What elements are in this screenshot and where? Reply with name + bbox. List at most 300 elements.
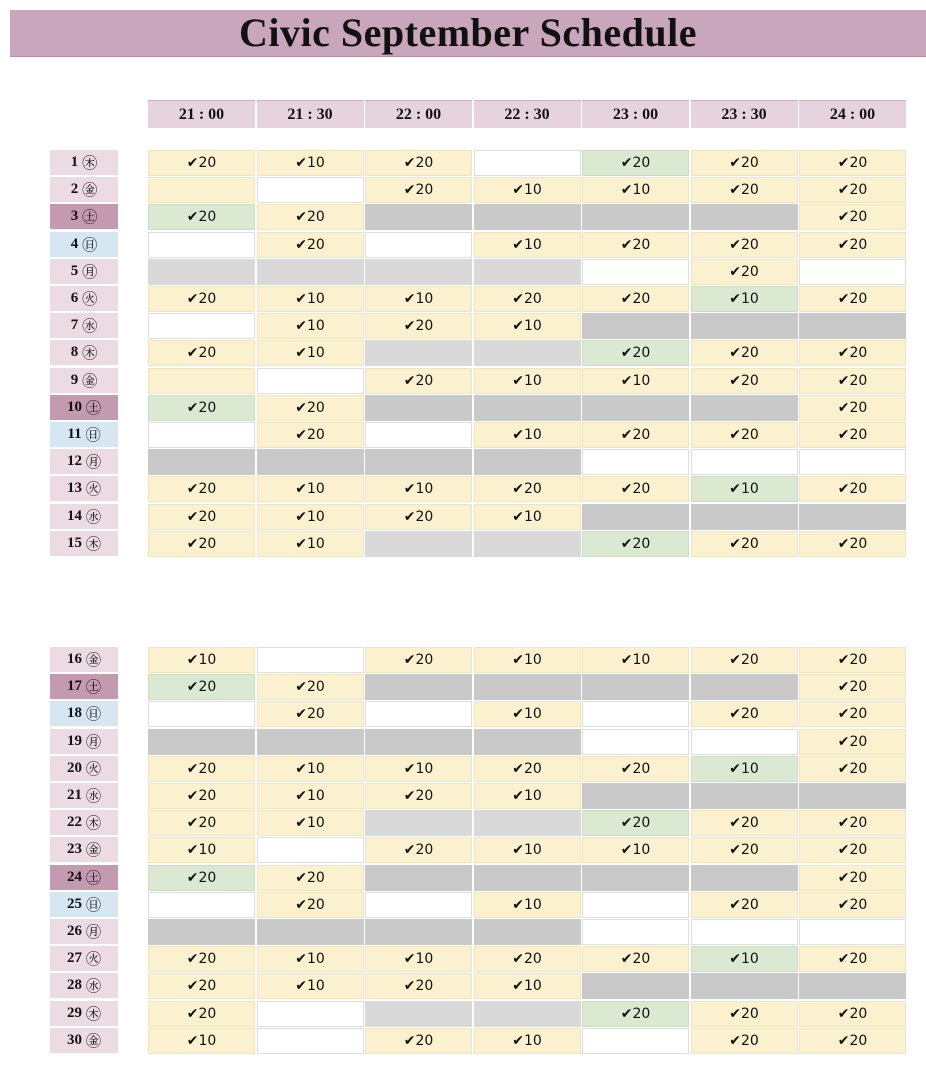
time-slot-cell xyxy=(257,1028,364,1054)
schedule-row xyxy=(0,647,926,673)
weekday-symbol: ㊋ xyxy=(85,761,101,778)
time-slot-cell xyxy=(582,729,689,755)
time-slot-cell: ✔20 xyxy=(799,177,906,203)
schedule-row xyxy=(0,259,926,285)
time-slot-cell xyxy=(365,232,472,258)
slot-cells xyxy=(148,783,908,809)
time-slot-cell: ✔10 xyxy=(474,368,581,394)
weekday-symbol: ㊎ xyxy=(85,1033,101,1050)
time-slot-cell xyxy=(691,973,798,999)
time-slot-cell: ✔20 xyxy=(691,837,798,863)
slot-cells xyxy=(148,892,908,918)
slot-cells xyxy=(148,476,908,502)
day-label xyxy=(50,340,118,366)
time-slot-cell xyxy=(474,531,581,557)
time-slot-cell: ✔20 xyxy=(799,1028,906,1054)
time-slot-cell: ✔10 xyxy=(582,368,689,394)
day-number: 11 xyxy=(67,426,82,442)
schedule-row xyxy=(0,232,926,258)
time-slot-cell xyxy=(365,1001,472,1027)
time-header-2200: 22 : 00 xyxy=(365,100,472,128)
weekday-symbol: ㊊ xyxy=(85,925,101,941)
schedule-row xyxy=(0,701,926,727)
schedule-row xyxy=(0,449,926,475)
time-slot-cell: ✔20 xyxy=(799,395,906,421)
slot-cells xyxy=(148,701,908,727)
time-slot-cell: ✔10 xyxy=(365,286,472,312)
schedule-row xyxy=(0,504,926,530)
time-header-2300: 23 : 00 xyxy=(582,100,689,128)
time-slot-cell: ✔20 xyxy=(148,946,255,972)
time-slot-cell: ✔20 xyxy=(257,892,364,918)
time-slot-cell: ✔20 xyxy=(148,674,255,700)
day-number: 14 xyxy=(66,507,82,524)
time-slot-cell xyxy=(474,150,581,176)
time-slot-cell: ✔20 xyxy=(691,340,798,366)
weekday-symbol: ㊊ xyxy=(85,734,101,751)
time-slot-cell xyxy=(474,340,581,366)
weekday-symbol: ㊏ xyxy=(82,210,98,227)
schedule-row xyxy=(0,368,926,394)
time-slot-cell: ✔20 xyxy=(582,531,689,557)
time-slot-cell xyxy=(691,729,798,755)
time-slot-cell: ✔20 xyxy=(691,647,798,673)
day-label xyxy=(50,286,118,312)
time-slot-cell xyxy=(365,422,472,448)
time-slot-cell xyxy=(257,729,364,755)
day-label xyxy=(50,865,118,891)
time-slot-cell xyxy=(691,504,798,530)
time-slot-cell: ✔20 xyxy=(474,756,581,782)
weekday-symbol: ㊏ xyxy=(85,680,101,697)
time-slot-cell: ✔10 xyxy=(691,946,798,972)
schedule-row xyxy=(0,476,926,502)
time-slot-cell: ✔20 xyxy=(365,647,472,673)
time-slot-cell: ✔20 xyxy=(148,204,255,230)
time-slot-cell: ✔10 xyxy=(257,150,364,176)
day-number: 5 xyxy=(70,262,79,279)
weekday-symbol: ㊍ xyxy=(85,816,101,833)
time-header-2130: 21 : 30 xyxy=(257,100,364,128)
day-number: 29 xyxy=(66,1004,82,1021)
day-number: 4 xyxy=(70,235,79,252)
time-slot-cell xyxy=(365,919,472,945)
time-slot-cell xyxy=(474,810,581,836)
time-slot-cell xyxy=(365,259,472,285)
time-slot-cell xyxy=(799,783,906,809)
time-slot-cell xyxy=(148,313,255,339)
day-number: 7 xyxy=(70,317,79,334)
day-label xyxy=(50,150,118,176)
time-slot-cell xyxy=(799,973,906,999)
schedule-row xyxy=(0,892,926,918)
time-slot-cell: ✔20 xyxy=(257,674,364,700)
day-label xyxy=(50,177,118,203)
schedule-row xyxy=(0,973,926,999)
time-slot-cell: ✔20 xyxy=(148,531,255,557)
schedule-row xyxy=(0,1028,926,1054)
time-slot-cell: ✔20 xyxy=(365,368,472,394)
weekday-symbol: ㊎ xyxy=(85,653,101,669)
time-slot-cell: ✔20 xyxy=(799,837,906,863)
schedule-row xyxy=(0,810,926,836)
day-label xyxy=(50,259,118,285)
time-slot-cell xyxy=(582,973,689,999)
schedule-row xyxy=(0,946,926,972)
slot-cells xyxy=(148,422,908,448)
time-slot-cell xyxy=(148,729,255,755)
day-number: 6 xyxy=(70,290,79,306)
day-number: 10 xyxy=(66,398,82,415)
schedule-row xyxy=(0,531,926,557)
time-slot-cell: ✔10 xyxy=(474,232,581,258)
time-slot-cell: ✔20 xyxy=(365,504,472,530)
time-slot-cell: ✔10 xyxy=(257,531,364,557)
slot-cells xyxy=(148,204,908,230)
weekday-symbol: ㊎ xyxy=(82,183,98,200)
time-slot-cell xyxy=(582,204,689,230)
day-label xyxy=(50,368,118,394)
time-slot-cell xyxy=(148,368,255,394)
time-slot-cell: ✔20 xyxy=(365,837,472,863)
slot-cells xyxy=(148,837,908,863)
day-label xyxy=(50,531,118,557)
time-slot-cell: ✔20 xyxy=(799,674,906,700)
day-label xyxy=(50,973,118,999)
time-slot-cell xyxy=(257,259,364,285)
time-slot-cell xyxy=(257,177,364,203)
day-number: 8 xyxy=(70,344,79,361)
time-slot-cell xyxy=(365,810,472,836)
time-slot-cell xyxy=(582,919,689,945)
time-slot-cell xyxy=(691,204,798,230)
time-slot-cell: ✔10 xyxy=(257,313,364,339)
time-header-2100: 21 : 00 xyxy=(148,100,255,128)
time-slot-cell: ✔10 xyxy=(474,177,581,203)
slot-cells xyxy=(148,368,908,394)
slot-cells xyxy=(148,1028,908,1054)
day-number: 19 xyxy=(66,732,82,749)
time-slot-cell: ✔20 xyxy=(799,647,906,673)
day-number: 20 xyxy=(66,759,82,776)
time-slot-cell: ✔20 xyxy=(582,756,689,782)
slot-cells xyxy=(148,504,908,530)
day-number: 3 xyxy=(70,208,79,225)
day-label xyxy=(50,476,118,502)
day-number: 12 xyxy=(66,453,82,470)
time-slot-cell: ✔20 xyxy=(148,395,255,421)
time-slot-cell xyxy=(582,1028,689,1054)
time-slot-cell xyxy=(582,313,689,339)
time-slot-cell xyxy=(582,892,689,918)
time-slot-cell: ✔20 xyxy=(582,232,689,258)
time-slot-cell: ✔20 xyxy=(799,946,906,972)
day-number: 21 xyxy=(66,787,82,803)
time-slot-cell: ✔20 xyxy=(148,783,255,809)
time-slot-cell xyxy=(148,701,255,727)
time-slot-cell xyxy=(474,204,581,230)
weekday-symbol: ㊊ xyxy=(82,264,98,281)
weekday-symbol: ㊐ xyxy=(85,707,101,724)
weekday-symbol: ㊏ xyxy=(85,400,101,417)
schedule-row xyxy=(0,204,926,230)
time-slot-cell xyxy=(799,504,906,530)
schedule-row xyxy=(0,286,926,312)
time-slot-cell: ✔20 xyxy=(691,368,798,394)
time-slot-cell xyxy=(257,837,364,863)
time-slot-cell: ✔10 xyxy=(582,837,689,863)
weekday-symbol: ㊊ xyxy=(85,455,101,472)
time-slot-cell: ✔20 xyxy=(799,340,906,366)
time-slot-cell: ✔20 xyxy=(148,150,255,176)
time-slot-cell: ✔10 xyxy=(474,647,581,673)
time-slot-cell: ✔10 xyxy=(474,313,581,339)
time-slot-cell: ✔10 xyxy=(257,340,364,366)
time-slot-cell xyxy=(257,919,364,945)
time-slot-cell: ✔20 xyxy=(691,701,798,727)
time-slot-cell: ✔20 xyxy=(582,150,689,176)
time-slot-cell: ✔10 xyxy=(474,422,581,448)
day-label xyxy=(50,783,118,809)
time-slot-cell xyxy=(691,449,798,475)
time-slot-cell: ✔20 xyxy=(691,1028,798,1054)
weekday-symbol: ㊐ xyxy=(85,897,101,914)
day-label xyxy=(50,837,118,863)
time-slot-cell xyxy=(691,395,798,421)
time-slot-cell xyxy=(148,892,255,918)
time-slot-cell: ✔20 xyxy=(691,1001,798,1027)
slot-cells xyxy=(148,674,908,700)
time-slot-cell: ✔10 xyxy=(474,504,581,530)
day-label xyxy=(50,756,118,782)
time-slot-cell: ✔10 xyxy=(365,946,472,972)
time-slot-cell: ✔10 xyxy=(257,783,364,809)
weekday-symbol: ㊌ xyxy=(82,319,98,336)
time-slot-cell: ✔20 xyxy=(582,1001,689,1027)
time-slot-cell: ✔10 xyxy=(582,647,689,673)
day-label xyxy=(50,946,118,972)
time-slot-cell xyxy=(474,674,581,700)
time-slot-cell: ✔20 xyxy=(365,177,472,203)
slot-cells xyxy=(148,395,908,421)
time-slot-cell: ✔20 xyxy=(148,810,255,836)
time-slot-cell xyxy=(582,674,689,700)
time-slot-cell xyxy=(365,729,472,755)
weekday-symbol: ㊐ xyxy=(82,237,98,254)
time-slot-cell: ✔20 xyxy=(799,150,906,176)
time-slot-cell: ✔10 xyxy=(582,177,689,203)
day-label xyxy=(50,232,118,258)
time-slot-cell: ✔20 xyxy=(148,476,255,502)
time-slot-cell: ✔20 xyxy=(799,892,906,918)
time-slot-cell: ✔10 xyxy=(474,701,581,727)
schedule-row xyxy=(0,865,926,891)
time-slot-cell xyxy=(691,313,798,339)
schedule-row xyxy=(0,422,926,448)
page-title: Civic September Schedule xyxy=(239,10,697,55)
slot-cells xyxy=(148,259,908,285)
day-number: 18 xyxy=(66,705,82,722)
time-slot-cell: ✔10 xyxy=(257,476,364,502)
slot-cells xyxy=(148,340,908,366)
time-slot-cell: ✔20 xyxy=(691,259,798,285)
time-slot-cell xyxy=(474,919,581,945)
schedule-row xyxy=(0,177,926,203)
time-slot-cell: ✔20 xyxy=(799,756,906,782)
weekday-symbol: ㊎ xyxy=(82,373,98,390)
slot-cells xyxy=(148,449,908,475)
time-slot-cell xyxy=(691,865,798,891)
time-slot-cell: ✔20 xyxy=(799,232,906,258)
time-slot-cell: ✔20 xyxy=(799,204,906,230)
time-header-2330: 23 : 30 xyxy=(691,100,798,128)
time-slot-cell: ✔20 xyxy=(691,892,798,918)
day-label xyxy=(50,810,118,836)
day-number: 13 xyxy=(66,480,82,497)
day-number: 25 xyxy=(66,895,82,912)
time-slot-cell xyxy=(474,395,581,421)
schedule-row xyxy=(0,150,926,176)
time-slot-cell: ✔10 xyxy=(257,946,364,972)
time-slot-cell: ✔20 xyxy=(257,395,364,421)
time-slot-cell: ✔20 xyxy=(474,476,581,502)
slot-cells xyxy=(148,1001,908,1027)
time-slot-cell: ✔20 xyxy=(148,1001,255,1027)
time-slot-cell: ✔20 xyxy=(691,422,798,448)
time-slot-cell: ✔20 xyxy=(582,810,689,836)
time-slot-cell: ✔20 xyxy=(799,865,906,891)
time-slot-cell: ✔20 xyxy=(365,973,472,999)
time-slot-cell xyxy=(474,1001,581,1027)
time-slot-cell xyxy=(365,865,472,891)
time-slot-cell: ✔20 xyxy=(257,204,364,230)
time-slot-cell xyxy=(148,259,255,285)
time-slot-cell: ✔20 xyxy=(257,701,364,727)
time-slot-cell: ✔10 xyxy=(148,1028,255,1054)
slot-cells xyxy=(148,150,908,176)
weekday-symbol: ㊍ xyxy=(82,156,98,172)
time-slot-cell xyxy=(582,395,689,421)
schedule-row xyxy=(0,395,926,421)
time-slot-cell: ✔20 xyxy=(365,783,472,809)
time-slot-cell: ✔10 xyxy=(257,810,364,836)
day-label xyxy=(50,204,118,230)
title-bar xyxy=(10,10,926,57)
slot-cells xyxy=(148,756,908,782)
weekday-symbol: ㊌ xyxy=(85,509,101,526)
time-slot-cell xyxy=(148,232,255,258)
slot-cells xyxy=(148,313,908,339)
time-slot-cell: ✔20 xyxy=(799,810,906,836)
time-slot-cell xyxy=(799,449,906,475)
schedule-row xyxy=(0,1001,926,1027)
time-slot-cell xyxy=(582,865,689,891)
time-slot-cell xyxy=(365,449,472,475)
schedule-row xyxy=(0,837,926,863)
day-number: 1 xyxy=(70,154,79,170)
time-slot-cell xyxy=(365,531,472,557)
slot-cells xyxy=(148,232,908,258)
time-slot-cell xyxy=(474,865,581,891)
time-slot-cell xyxy=(691,674,798,700)
schedule-row xyxy=(0,756,926,782)
weekday-symbol: ㊌ xyxy=(85,789,101,805)
day-number: 24 xyxy=(66,868,82,885)
weekday-symbol: ㊋ xyxy=(82,292,98,308)
time-slot-cell: ✔20 xyxy=(799,729,906,755)
day-label xyxy=(50,701,118,727)
day-label xyxy=(50,1028,118,1054)
time-slot-cell: ✔10 xyxy=(148,647,255,673)
time-header-row xyxy=(148,100,908,128)
slot-cells xyxy=(148,177,908,203)
weekday-symbol: ㊍ xyxy=(85,536,101,553)
time-slot-cell: ✔20 xyxy=(799,1001,906,1027)
time-slot-cell: ✔20 xyxy=(799,701,906,727)
time-slot-cell: ✔20 xyxy=(582,476,689,502)
slot-cells xyxy=(148,973,908,999)
weekday-symbol: ㊎ xyxy=(85,843,101,860)
time-slot-cell: ✔10 xyxy=(257,504,364,530)
time-slot-cell: ✔10 xyxy=(691,286,798,312)
time-slot-cell xyxy=(148,177,255,203)
day-number: 30 xyxy=(66,1031,82,1048)
schedule-row xyxy=(0,674,926,700)
day-label xyxy=(50,449,118,475)
weekday-symbol: ㊋ xyxy=(85,482,101,499)
weekday-symbol: ㊍ xyxy=(85,1006,101,1023)
schedule-row xyxy=(0,783,926,809)
time-slot-cell xyxy=(365,340,472,366)
time-slot-cell: ✔10 xyxy=(474,892,581,918)
time-slot-cell xyxy=(257,647,364,673)
time-slot-cell: ✔20 xyxy=(148,504,255,530)
day-number: 2 xyxy=(70,181,79,198)
time-slot-cell: ✔20 xyxy=(148,973,255,999)
time-slot-cell xyxy=(365,701,472,727)
day-label xyxy=(50,729,118,755)
schedule-row xyxy=(0,729,926,755)
slot-cells xyxy=(148,286,908,312)
time-slot-cell xyxy=(691,783,798,809)
weekday-symbol: ㊌ xyxy=(85,979,101,996)
time-slot-cell: ✔20 xyxy=(257,865,364,891)
time-slot-cell xyxy=(148,422,255,448)
time-slot-cell xyxy=(365,204,472,230)
time-slot-cell: ✔20 xyxy=(799,368,906,394)
day-label xyxy=(50,1001,118,1027)
time-slot-cell: ✔20 xyxy=(474,946,581,972)
slot-cells xyxy=(148,647,908,673)
time-slot-cell: ✔20 xyxy=(691,150,798,176)
day-number: 16 xyxy=(66,651,82,667)
time-slot-cell: ✔20 xyxy=(582,286,689,312)
weekday-symbol: ㊏ xyxy=(85,870,101,887)
day-label xyxy=(50,422,118,448)
time-slot-cell: ✔20 xyxy=(148,756,255,782)
weekday-symbol: ㊍ xyxy=(82,346,98,363)
day-number: 23 xyxy=(66,841,82,858)
time-slot-cell xyxy=(582,259,689,285)
day-label xyxy=(50,919,118,945)
time-slot-cell: ✔10 xyxy=(365,756,472,782)
schedule-row xyxy=(0,313,926,339)
time-slot-cell: ✔10 xyxy=(691,756,798,782)
time-slot-cell: ✔10 xyxy=(257,973,364,999)
time-slot-cell xyxy=(582,504,689,530)
time-slot-cell: ✔20 xyxy=(582,946,689,972)
time-slot-cell xyxy=(257,449,364,475)
